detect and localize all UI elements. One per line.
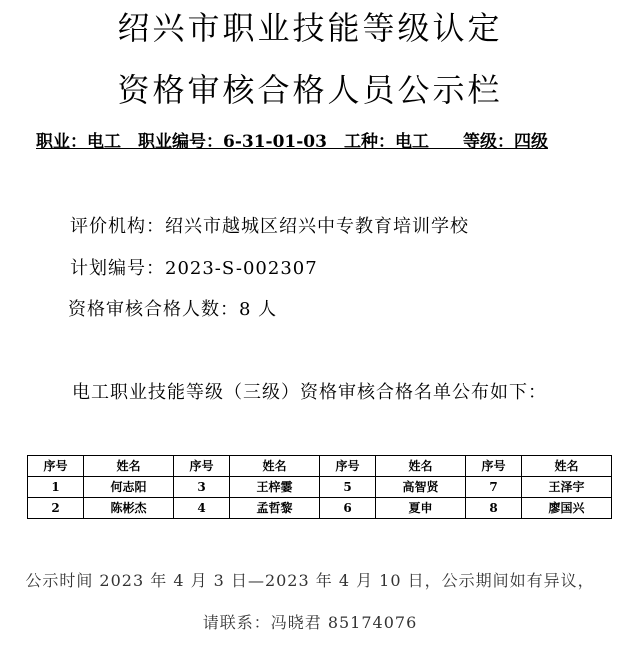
table-row <box>28 477 612 498</box>
cell-no: 6 <box>320 498 376 519</box>
header-cell-name: 姓名 <box>376 456 466 477</box>
header-cell-name: 姓名 <box>84 456 174 477</box>
page-title-line2: 资格审核合格人员公示栏 <box>117 71 503 109</box>
table-row <box>28 498 612 519</box>
roster-table <box>27 455 612 519</box>
cell-no: 4 <box>174 498 230 519</box>
cell-name: 高智贤 <box>376 477 466 498</box>
cell-name: 何志阳 <box>84 477 174 498</box>
cell-name: 陈彬杰 <box>84 498 174 519</box>
occupation-subtitle: 职业：电工 职业编号：6-31-01-03 工种：电工 等级：四级 <box>36 132 548 152</box>
header-cell-no: 序号 <box>466 456 522 477</box>
cell-no: 7 <box>466 477 522 498</box>
plan-number: 计划编号：2023-S-002307 <box>70 258 318 279</box>
header-cell-no: 序号 <box>28 456 84 477</box>
cell-name: 夏申 <box>376 498 466 519</box>
contact-info: 请联系：冯晓君 85174076 <box>202 613 418 632</box>
notice-period: 公示时间 2023 年 4 月 3 日—2023 年 4 月 10 日，公示期间如有异议， <box>25 571 595 590</box>
cell-no: 1 <box>28 477 84 498</box>
evaluation-org: 评价机构：绍兴市越城区绍兴中专教育培训学校 <box>70 216 469 237</box>
page-title-line1: 绍兴市职业技能等级认定 <box>117 9 503 47</box>
header-cell-no: 序号 <box>174 456 230 477</box>
cell-no: 8 <box>466 498 522 519</box>
cell-name: 王泽宇 <box>522 477 612 498</box>
cell-no: 5 <box>320 477 376 498</box>
cell-no: 2 <box>28 498 84 519</box>
table-header-row <box>28 456 612 477</box>
header-cell-no: 序号 <box>320 456 376 477</box>
cell-name: 王梓霎 <box>230 477 320 498</box>
cell-name: 廖国兴 <box>522 498 612 519</box>
cell-name: 孟哲黎 <box>230 498 320 519</box>
qualified-count: 资格审核合格人数：8 人 <box>68 299 278 320</box>
header-cell-name: 姓名 <box>522 456 612 477</box>
list-heading: 电工职业技能等级（三级）资格审核合格名单公布如下： <box>72 382 547 403</box>
cell-no: 3 <box>174 477 230 498</box>
header-cell-name: 姓名 <box>230 456 320 477</box>
